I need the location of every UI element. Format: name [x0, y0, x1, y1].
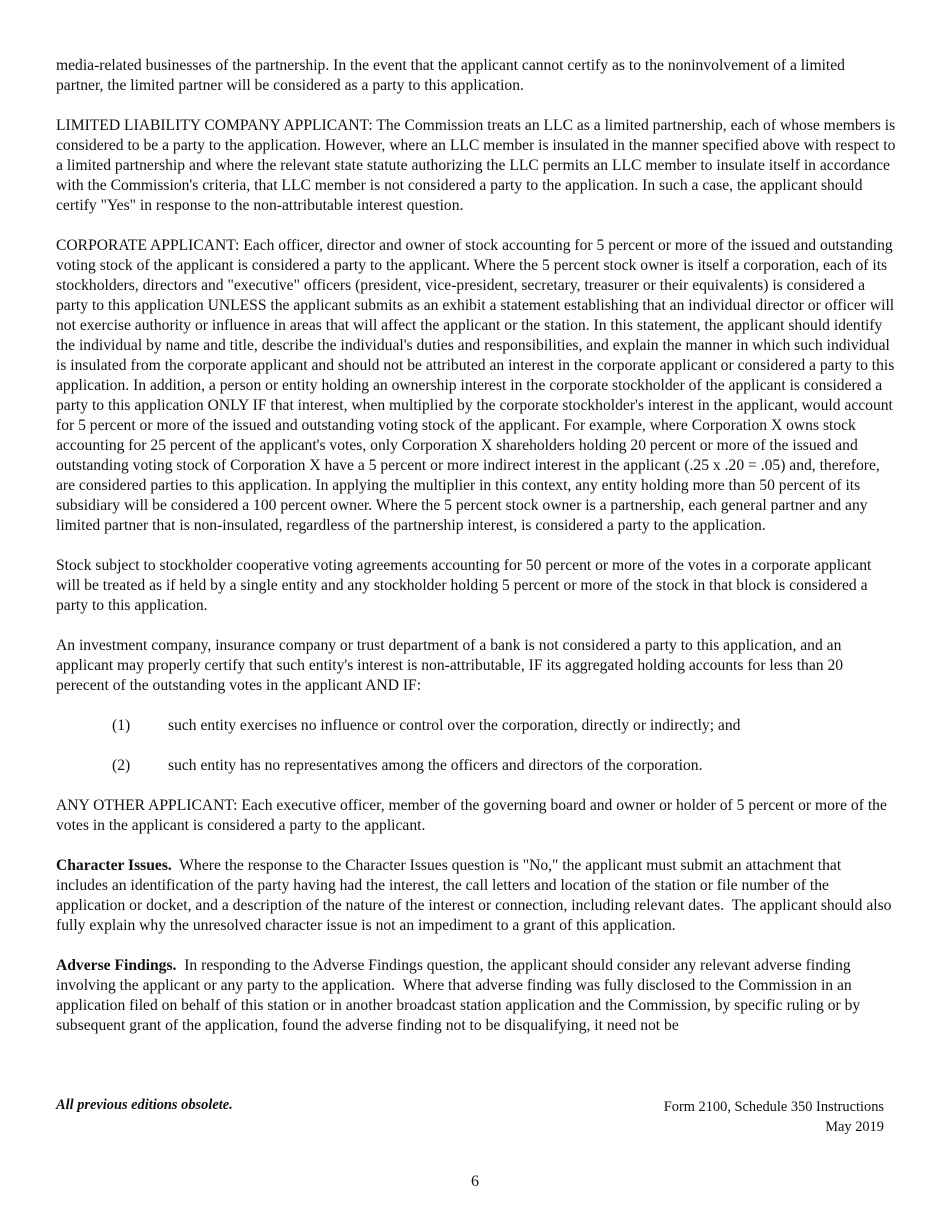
footer-form-title: Form 2100, Schedule 350 Instructions	[663, 1099, 884, 1115]
list-item	[56, 756, 896, 776]
list-item-number: (1)	[112, 717, 131, 734]
list-item	[56, 716, 896, 736]
footer-form-date: May 2019	[825, 1119, 884, 1135]
paragraph-adverse-findings	[56, 956, 896, 1036]
document-body	[56, 56, 896, 1056]
page-number: 6	[471, 1173, 479, 1190]
heading-adverse-findings: Adverse Findings.	[56, 957, 177, 974]
heading-character-issues: Character Issues.	[56, 857, 172, 874]
list-item-text: such entity has no representatives among the officers and directors of the corporation.	[168, 757, 703, 774]
text-adverse-findings: In responding to the Adverse Findings question, the applicant should consider any relevant adverse finding involving the applicant or any party to the application. Where that adverse finding was fully disclosed to the Commission in an application filed on behalf of this station or in another broadcast station application and the Commission, by specific ruling or by subsequent grant of the application, found the adverse finding not to be disqualifying, it need not be	[56, 957, 865, 1034]
footer-obsolete-notice: All previous editions obsolete.	[56, 1097, 233, 1113]
footer-form-info	[664, 1097, 884, 1137]
paragraph-character-issues	[56, 856, 896, 936]
list-item-text: such entity exercises no influence or control over the corporation, directly or indirectly; and	[168, 717, 741, 734]
paragraph-investment-company: An investment company, insurance company or trust department of a bank is not considered a party to this application, and an applicant may properly certify that such entity's interest is non-attributable, IF its aggregated holding accounts for less than 20 perecent of the outstanding votes in the applicant AND IF:	[56, 637, 844, 694]
paragraph-llc-applicant: LIMITED LIABILITY COMPANY APPLICANT: The Commission treats an LLC as a limited partnership, each of whose members is considered to be a party to the application. However, where an LLC member is insulated in the manner specified above with respect to a limited partnership and where the relevant state statute authorizing the LLC permits an LLC member to insulate itself in accordance with the Commission's criteria, that LLC member is not considered a party to the application. In such a case, the applicant should certify "Yes" in response to the non-attributable interest question.	[56, 117, 896, 214]
paragraph-partnership-continued: media-related businesses of the partnership. In the event that the applicant cannot certify as to the noninvolvement of a limited partner, the limited partner will be considered as a party to this application.	[56, 57, 845, 94]
paragraph-voting-agreements: Stock subject to stockholder cooperative voting agreements accounting for 50 percent or more of the votes in a corporate applicant will be treated as if held by a single entity and any stockholder holding 5 percent or more of the stock in that block is considered a party to this application.	[56, 557, 872, 614]
list-item-number: (2)	[112, 757, 131, 774]
paragraph-other-applicant: ANY OTHER APPLICANT: Each executive officer, member of the governing board and owner or holder of 5 percent or more of the votes in the applicant is considered a party to the applicant.	[56, 797, 887, 834]
paragraph-corporate-applicant: CORPORATE APPLICANT: Each officer, director and owner of stock accounting for 5 percent or more of the issued and outstanding voting stock of the applicant is considered a party to the applicant. Where the 5 percent stock owner is itself a corporation, each of its stockholders, directors and "executive" officers (president, vice-president, secretary, treasurer or their equivalents) is considered a party to this application UNLESS the applicant submits as an exhibit a statement establishing that an individual director or officer will not exercise authority or influence in areas that will affect the applicant or the station. In this statement, the applicant should identify the individual by name and title, describe the individual's duties and responsibilities, and explain the manner in which such individual is insulated from the corporate applicant and should not be attributed an interest in the corporate applicant or considered a party to this application. In addition, a person or entity holding an ownership interest in the corporate stockholder of the applicant is considered a party to this application ONLY IF that interest, when multiplied by the corporate stockholder's interest in the applicant, would account for 5 percent or more of the issued and outstanding voting stock of the applicant. For example, where Corporation X owns stock accounting for 25 percent of the applicant's votes, only Corporation X shareholders holding 20 percent or more of the issued and outstanding voting stock of Corporation X have a 5 percent or more indirect interest in the applicant (.25 x .20 = .05) and, therefore, are considered parties to this application. In applying the multiplier in this context, any entity holding more than 50 percent of its subsidiary will be considered a 100 percent owner. Where the 5 percent stock owner is a partnership, each general partner and any limited partner that is non-insulated, regardless of the partnership interest, is considered a party to the application.	[56, 237, 895, 534]
text-character-issues: Where the response to the Character Issues question is "No," the applicant must submit an attachment that includes an identification of the party having had the interest, the call letters and location of the station or file number of the application or docket, and a description of the nature of the interest or connection, including relevant dates. The applicant should also fully explain why the unresolved character issue is not an impediment to a grant of this application.	[56, 857, 896, 934]
